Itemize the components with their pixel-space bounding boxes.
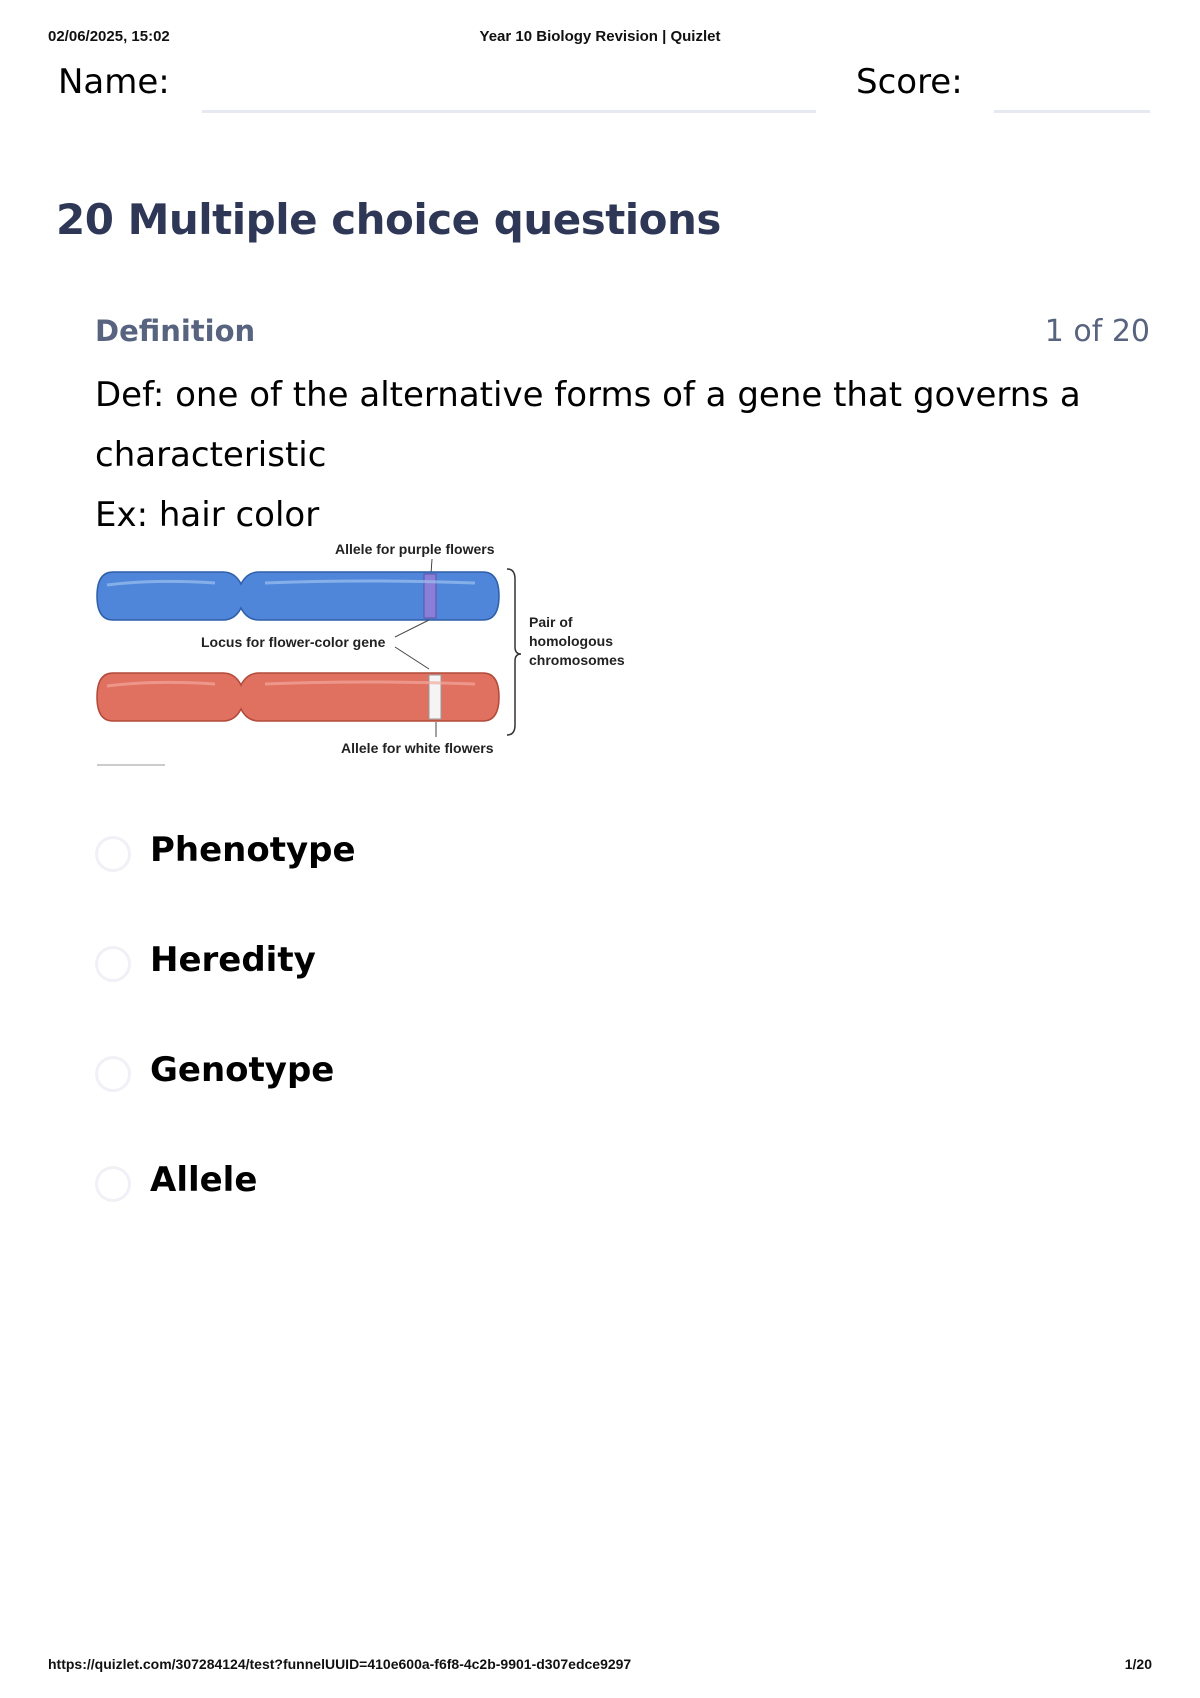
score-field[interactable]: [994, 110, 1150, 113]
radio-button[interactable]: [95, 1056, 131, 1092]
option-label: Allele: [150, 1160, 258, 1200]
answer-options: [95, 820, 995, 1260]
chromosome-diagram: [95, 537, 655, 777]
score-label: Score:: [856, 62, 963, 102]
label-allele-purple: Allele for purple flowers: [335, 541, 495, 557]
question-kind-label: Definition: [95, 314, 256, 348]
question-counter: 1 of 20: [1044, 314, 1150, 349]
chromosome-top-body: [97, 572, 499, 620]
print-url: https://quizlet.com/307284124/test?funnelUUID=410e600a-f6f8-4c2b-9901-d307edce9297: [48, 1656, 632, 1672]
option-label: Genotype: [150, 1050, 335, 1090]
label-pair: homologous: [529, 633, 613, 649]
name-field[interactable]: [202, 110, 816, 113]
radio-button[interactable]: [95, 836, 131, 872]
print-page-number: 1/20: [1124, 1656, 1152, 1672]
option-heredity[interactable]: [95, 930, 995, 1040]
prompt-line: Ex: hair color: [95, 495, 320, 535]
chromosome-top: [97, 572, 499, 620]
print-page-title: Year 10 Biology Revision | Quizlet: [479, 28, 721, 45]
name-label: Name:: [58, 62, 170, 102]
label-locus: Locus for flower-color gene: [201, 634, 386, 650]
option-allele[interactable]: [95, 1150, 995, 1260]
label-pair: chromosomes: [529, 652, 625, 668]
print-date: 02/06/2025, 15:02: [48, 28, 170, 45]
prompt-line: Def: one of the alternative forms of a gene that governs a: [95, 375, 1081, 415]
radio-button[interactable]: [95, 1166, 131, 1202]
homologous-chromosomes-figure: [95, 537, 655, 777]
chromosome-bottom: [97, 673, 499, 721]
label-allele-white: Allele for white flowers: [341, 740, 494, 756]
bracket: [507, 569, 521, 735]
prompt-line: characteristic: [95, 435, 327, 475]
question-prompt: [95, 365, 1125, 545]
option-label: Heredity: [150, 940, 316, 980]
option-genotype[interactable]: [95, 1040, 995, 1150]
label-pair: Pair of: [529, 614, 573, 630]
radio-button[interactable]: [95, 946, 131, 982]
option-label: Phenotype: [150, 830, 356, 870]
option-phenotype[interactable]: [95, 820, 995, 930]
print-header: [48, 28, 1152, 52]
section-heading: 20 Multiple choice questions: [56, 195, 721, 244]
